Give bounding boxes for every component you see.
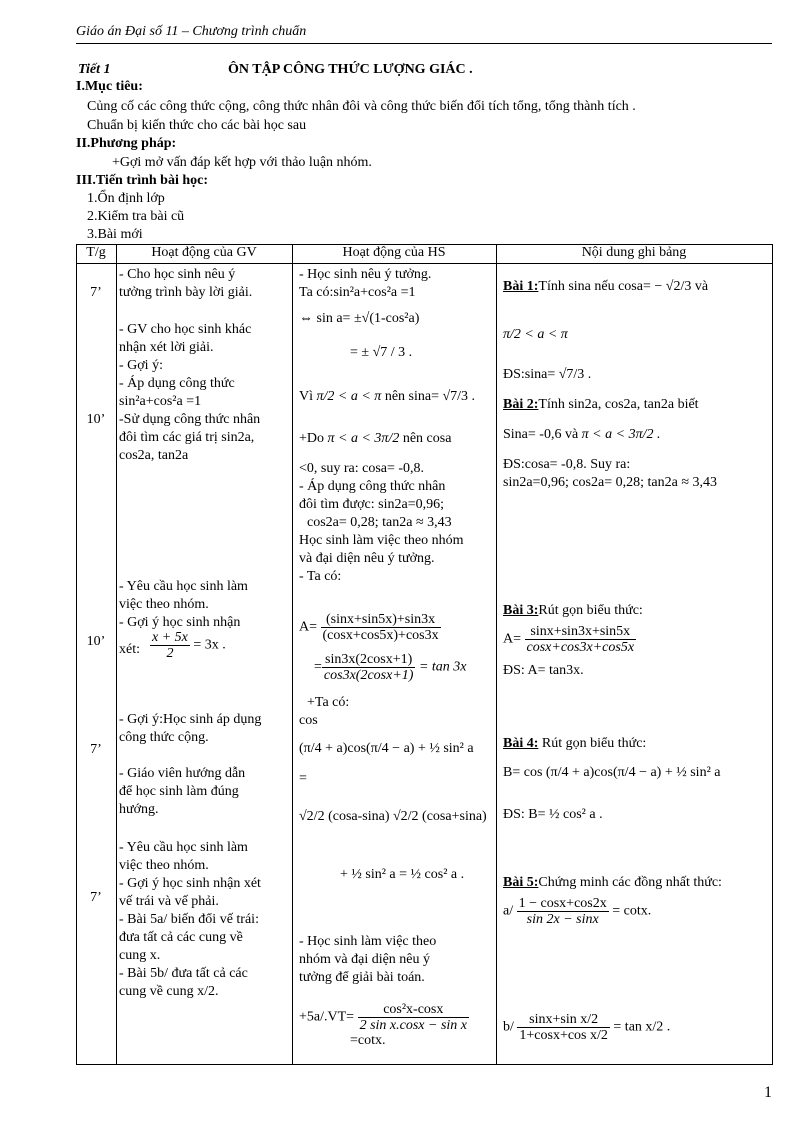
exercise-2: Bài 2:Tính sin2a, cos2a, tan2a biết <box>503 397 699 412</box>
gv-text: - Gợi ý học sinh nhận <box>119 615 241 630</box>
gv-text: - Yêu cầu học sinh làm <box>119 579 248 594</box>
hs-formula: (π/4 + a)cos(π/4 − a) + ½ sin² a <box>299 741 474 756</box>
gv-text: đưa tất cả các cung về <box>119 930 243 945</box>
hs-formula: Vì π/2 < a < π nên sina= √7/3 . <box>299 389 476 404</box>
time-cell: 7’ <box>90 742 102 757</box>
exercise-5b: b/ $\frac{\text{sinx+sin x/2}}{\text{1+cosx+cos x/2}}$ = tan x/2 . <box>503 1012 671 1043</box>
page-number: 1 <box>764 1084 772 1101</box>
hs-text: và đại diện nêu ý tưởng. <box>299 551 435 566</box>
hs-formula: = ± √7 / 3 . <box>350 345 413 360</box>
exercise-4-expr: B= cos (π/4 + a)cos(π/4 − a) + ½ sin² a <box>503 765 721 780</box>
gv-fraction: $\frac{x + 5x}{2}$ = 3x . <box>152 630 226 661</box>
gv-text: việc theo nhóm. <box>119 597 209 612</box>
method-line: +Gợi mở vấn đáp kết hợp với thảo luận nhóm. <box>112 155 372 170</box>
hs-text: Ta có:sin²a+cos²a =1 <box>299 285 416 300</box>
hs-formula: + ½ sin² a = ½ cos² a . <box>340 867 465 882</box>
exercise-2-answer: ĐS:cosa= -0,8. Suy ra: <box>503 457 631 472</box>
table-border-right <box>772 244 773 1065</box>
table-col-divider <box>496 244 497 1065</box>
lesson-title: ÔN TẬP CÔNG THỨC LƯỢNG GIÁC . <box>228 62 473 77</box>
exercise-4-answer: ĐS: B= ½ cos² a . <box>503 807 603 822</box>
gv-text: đôi tìm các giá trị sin2a, <box>119 430 255 445</box>
gv-text: - GV cho học sinh khác <box>119 322 252 337</box>
gv-text: sin²a+cos²a =1 <box>119 394 202 409</box>
running-header: Giáo án Đại số 11 – Chương trình chuẩn <box>76 24 307 39</box>
time-cell: 7’ <box>90 890 102 905</box>
gv-text: nhận xét lời giải. <box>119 340 214 355</box>
table-header-rule <box>76 263 773 264</box>
gv-text: - Cho học sinh nêu ý <box>119 267 236 282</box>
exercise-5a: a/ $\frac{1 - \cos x+\cos 2x}{\sin 2x - \sin x}$ = cotx. <box>503 896 652 927</box>
objective-line: Củng cố các công thức cộng, công thức nhân đôi và công thức biến đổi tích tổng, tổng thành tích . <box>87 99 636 114</box>
gv-text: - Bài 5a/ biến đổi vế trái: <box>119 912 259 927</box>
hs-text: nhóm và đại diện nêu ý <box>299 952 431 967</box>
time-cell: 7’ <box>90 285 102 300</box>
gv-text: vế trái và vế phải. <box>119 894 219 909</box>
gv-text: công thức cộng. <box>119 730 209 745</box>
exercise-3-answer: ĐS: A= tan3x. <box>503 663 584 678</box>
gv-text: tưởng trình bày lời giải. <box>119 285 253 300</box>
hs-text: <0, suy ra: cosa= -0,8. <box>299 461 425 476</box>
gv-text: để học sinh làm đúng <box>119 784 239 799</box>
gv-text: - Gợi ý: <box>119 358 163 373</box>
table-col-divider <box>292 244 293 1065</box>
col-header-student: Hoạt động của HS <box>342 245 446 260</box>
time-cell: 10’ <box>86 412 106 427</box>
objectives-heading: I.Mục tiêu: <box>76 79 143 94</box>
hs-text: = <box>299 771 307 786</box>
hs-text: - Học sinh làm việc theo <box>299 934 437 949</box>
gv-text: xét: <box>119 642 140 657</box>
exercise-4: Bài 4: Rút gọn biểu thức: <box>503 736 647 751</box>
gv-text: cung x. <box>119 948 161 963</box>
gv-text: - Giáo viên hướng dẫn <box>119 766 246 781</box>
process-heading: III.Tiến trình bài học: <box>76 173 208 188</box>
exercise-2-given: Sina= -0,6 và π < a < 3π/2 . <box>503 427 661 442</box>
process-step: 3.Bài mới <box>87 227 143 242</box>
table-border-bottom <box>76 1064 773 1065</box>
gv-text: việc theo nhóm. <box>119 858 209 873</box>
hs-formula: √2/2 (cosa-sina) √2/2 (cosa+sina) <box>299 809 487 824</box>
table-border-left <box>76 244 77 1065</box>
hs-text: - Ta có: <box>299 569 342 584</box>
process-step: 2.Kiểm tra bài cũ <box>87 209 185 224</box>
hs-text: đôi tìm được: sin2a=0,96; <box>299 497 444 512</box>
exercise-1-condition: π/2 < a < π <box>503 327 568 342</box>
gv-text: - Bài 5b/ đưa tất cả các <box>119 966 248 981</box>
exercise-2-answer: sin2a=0,96; cos2a= 0,28; tan2a ≈ 3,43 <box>503 475 717 490</box>
col-header-teacher: Hoạt động của GV <box>151 245 257 260</box>
hs-text: - Học sinh nêu ý tưởng. <box>299 267 432 282</box>
hs-text: +Ta có: <box>307 695 350 710</box>
time-cell: 10’ <box>86 634 106 649</box>
method-heading: II.Phương pháp: <box>76 136 177 151</box>
hs-formula: +5a/.VT= $\frac{\text{cos²x-cosx}}{\text{2 sin x.cosx − sin x}}$ <box>299 1002 467 1033</box>
gv-text: - Yêu cầu học sinh làm <box>119 840 248 855</box>
gv-text: -Sử dụng công thức nhân <box>119 412 261 427</box>
header-rule <box>76 43 772 44</box>
table-col-divider <box>116 244 117 1065</box>
hs-formula: A= $\frac{(\sin x+\sin 5x)+\sin 3x}{(\cos x+\cos 5x)+\cos 3x}$ <box>299 612 439 643</box>
lesson-number: Tiết 1 <box>78 62 111 77</box>
exercise-3: Bài 3:Rút gọn biểu thức: <box>503 603 643 618</box>
process-step: 1.Ổn định lớp <box>87 191 165 206</box>
col-header-board: Nội dung ghi bảng <box>581 245 687 260</box>
exercise-1-answer: ĐS:sina= √7/3 . <box>503 367 592 382</box>
gv-text: - Áp dụng công thức <box>119 376 235 391</box>
hs-text: Học sinh làm việc theo nhóm <box>299 533 464 548</box>
gv-text: - Gợi ý:Học sinh áp dụng <box>119 712 262 727</box>
gv-text: cung về cung x/2. <box>119 984 219 999</box>
gv-text: cos2a, tan2a <box>119 448 189 463</box>
col-header-time: T/g <box>86 245 106 260</box>
hs-text: =cotx. <box>350 1033 386 1048</box>
hs-text: cos <box>299 713 318 728</box>
hs-formula: = $\frac{\sin 3x(2\cos x+1)}{\cos 3x(2\cos x+1)}$ = tan 3x <box>314 652 467 683</box>
hs-formula: +Do π < a < 3π/2 nên cosa <box>299 431 452 446</box>
hs-formula: ⇔ sin a= ±√(1-cos²a) <box>299 311 420 326</box>
hs-text: cos2a= 0,28; tan2a ≈ 3,43 <box>307 515 452 530</box>
gv-text: hướng. <box>119 802 159 817</box>
exercise-1: Bài 1:Tính sina nếu cosa= − √2/3 và <box>503 279 709 294</box>
gv-text: - Gợi ý học sinh nhận xét <box>119 876 261 891</box>
objective-line: Chuẩn bị kiến thức cho các bài học sau <box>87 118 307 133</box>
hs-text: tưởng để giải bài toán. <box>299 970 425 985</box>
hs-text: - Áp dụng công thức nhân <box>299 479 446 494</box>
exercise-3-expr: A= $\frac{\sin x+\sin 3x+\sin 5x}{\cos x+\cos 3x+\cos 5x}$ <box>503 624 635 655</box>
exercise-5: Bài 5:Chứng minh các đồng nhất thức: <box>503 875 722 890</box>
